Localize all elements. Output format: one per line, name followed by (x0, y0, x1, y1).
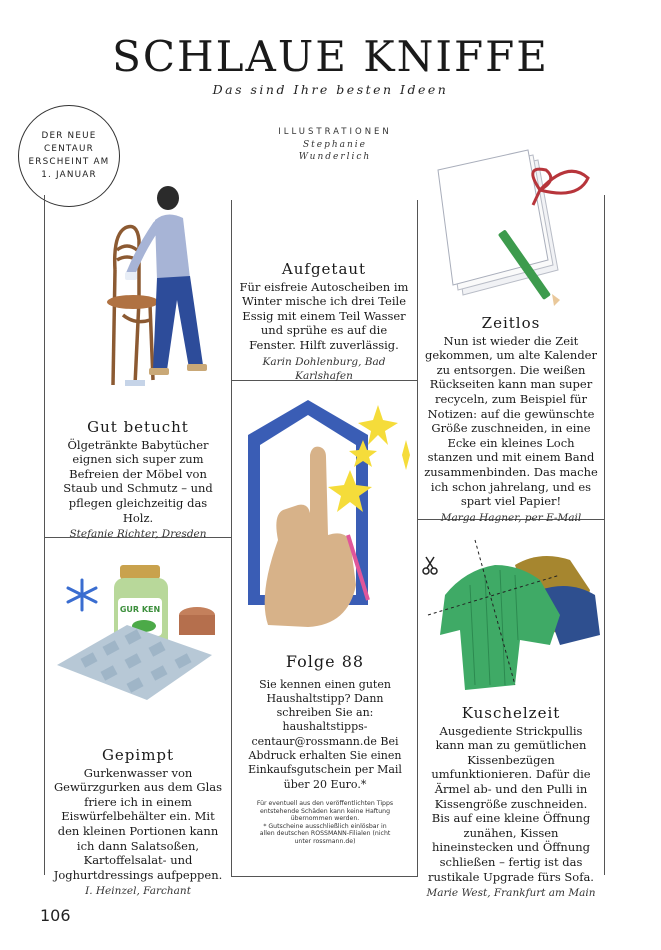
badge-line: 1. JANUAR (41, 170, 97, 180)
article-body: Sie kennen einen guten Haushaltstipp? Dann schreiben Sie an: haushaltstipps-centaur@rossmann.de Bei Abdruck erhalten Sie einen Einkaufsgutschein per Mail über 20 Euro.* (248, 677, 402, 791)
article-title: Folge 88 (285, 652, 365, 671)
article-kuschelzeit (424, 706, 598, 901)
page-subtitle: Das sind Ihre besten Ideen (212, 82, 449, 97)
article-folge-88 (238, 652, 412, 846)
jar-label: GUR KEN (119, 605, 161, 614)
article-body: Nun ist wieder die Zeit gekommen, um alte Kalender zu entsorgen. Die weißen Rückseiten kann man super recyceln, zum Beispiel für Notizen: auf die gewünschte Größe zuschneiden, in eine Ecke ein kleines Loch stanzen und mit einem Band zusammenbinden. Das mache ich schon jahrelang, und es spart viel Papier! (424, 333, 598, 509)
paper-notes-illustration (428, 150, 608, 310)
grid-line (231, 876, 418, 877)
article-gepimpt (52, 748, 224, 899)
article-gut-betucht (52, 420, 224, 542)
grid-line (44, 195, 45, 875)
article-signature: Marie West, Frankfurt am Main (426, 887, 596, 900)
page-title: SCHLAUE KNIFFE (112, 32, 549, 81)
voucher-footnote: * Gutscheine ausschließlich einlösbar in allen deutschen ROSSMANN-Filialen (nicht unter rossmann.de) (259, 822, 391, 845)
article-body: Für eisfreie Autoscheiben im Winter mische ich drei Teile Essig mit einem Teil Wasser und sprühe es auf die Fenster. Hilft zuverlässig. (239, 279, 409, 352)
pickle-jar-ice-tray-illustration (52, 560, 227, 710)
illustrator-first-name: Stephanie (302, 140, 368, 150)
article-signature: Karin Dohlenburg, Bad Karlshafen (262, 355, 386, 383)
article-body: Gurkenwasser von Gewürzgurken aus dem Glas friere ich in einem Eiswürfelbehälter ein. Mit den kleinen Portionen kann ich dann Salatsoßen, Kartoffelsalat- und Joghurtdressings aufpeppen. (53, 765, 223, 882)
article-body: Ausgediente Strickpullis kann man zu gemütlichen Kissenbezügen umfunktionieren. Dafür die Ärmel ab- und den Pulli in Kissengröße zuschneiden. Bis auf eine kleine Öffnung zunähen, Kissen hineinstecken und Öffnung schließen – fertig ist das rustikale Upgrade fürs Sofa. (428, 723, 594, 884)
article-title: Gepimpt (101, 746, 175, 764)
page-number: 106 (40, 906, 71, 925)
illustrator-name (240, 139, 430, 163)
grid-line (231, 200, 232, 876)
article-signature: Marga Hagner, per E-Mail (440, 511, 582, 524)
illustration-credit-label: ILLUSTRATIONEN (278, 127, 392, 137)
house-hand-illustration (238, 395, 418, 630)
article-aufgetaut (238, 262, 410, 384)
article-zeitlos (424, 316, 598, 525)
disclaimer-text: Für eventuell aus den veröffentlichten Tipps entstehende Schäden kann keine Haftung übernommen werden. (256, 799, 394, 823)
article-title: Kuschelzeit (461, 704, 561, 722)
article-title: Zeitlos (481, 314, 541, 332)
article-title: Aufgetaut (281, 260, 367, 278)
article-body: Ölgetränkte Babytücher eignen sich super zum Befreien der Möbel von Staub und Schmutz – und pflegen gleichzeitig das Holz. (63, 437, 213, 525)
badge-line: DER NEUE (41, 131, 97, 141)
chair-cleaning-illustration (95, 180, 215, 395)
article-title: Gut betucht (87, 418, 189, 436)
sweater-cushion-illustration (420, 535, 605, 695)
badge-line: ERSCHEINT AM (28, 157, 110, 167)
illustrator-last-name: Wunderlich (298, 152, 372, 162)
article-signature: Stefanie Richter, Dresden (69, 528, 207, 541)
badge-line: CENTAUR (44, 144, 94, 154)
article-signature: I. Heinzel, Farchant (85, 885, 191, 898)
